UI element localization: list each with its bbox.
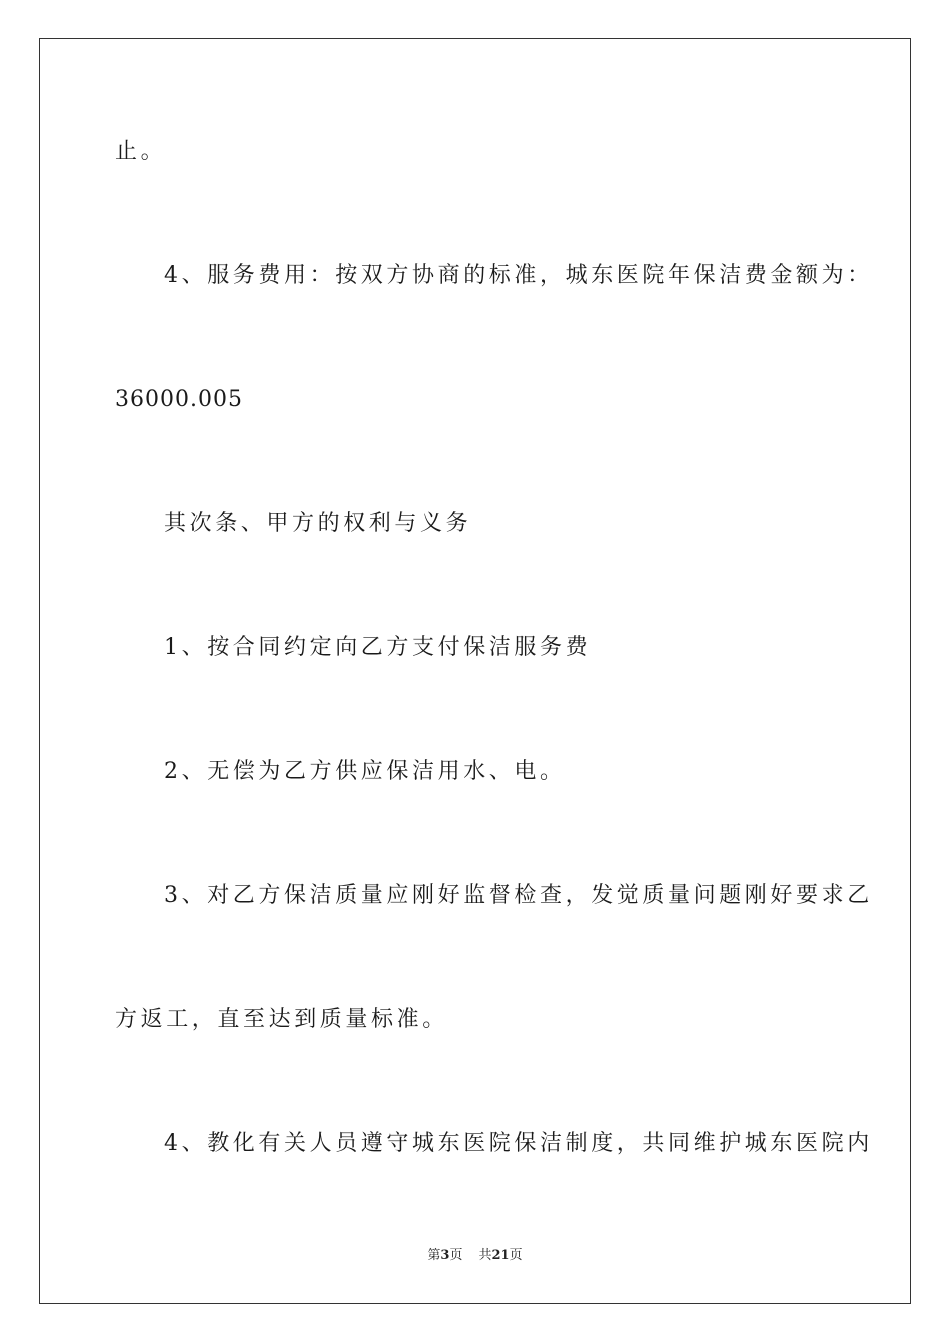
text-line-7: 3、对乙方保洁质量应刚好监督检查，发觉质量问题刚好要求乙 [164, 883, 873, 908]
total-suffix: 页 [509, 1248, 523, 1263]
text-line-6: 2、无偿为乙方供应保洁用水、电。 [164, 759, 566, 784]
total-prefix: 共 [478, 1248, 492, 1263]
page-suffix: 页 [449, 1248, 463, 1263]
text-line-8: 方返工，直至达到质量标准。 [115, 1007, 448, 1032]
text-line-3: 36000.005 [115, 387, 243, 412]
page-current: 3 [440, 1248, 450, 1263]
page-footer [0, 1246, 950, 1266]
text-line-2: 4、服务费用：按双方协商的标准，城东医院年保洁费金额为： [164, 263, 873, 288]
page-border [39, 38, 911, 1304]
text-line-1: 止。 [115, 139, 167, 164]
text-line-5: 1、按合同约定向乙方支付保洁服务费 [164, 635, 592, 660]
page-prefix: 第 [427, 1248, 441, 1263]
text-line-9: 4、教化有关人员遵守城东医院保洁制度，共同维护城东医院内 [164, 1131, 873, 1156]
text-line-4: 其次条、甲方的权利与义务 [164, 511, 472, 536]
page-total: 21 [491, 1248, 510, 1263]
